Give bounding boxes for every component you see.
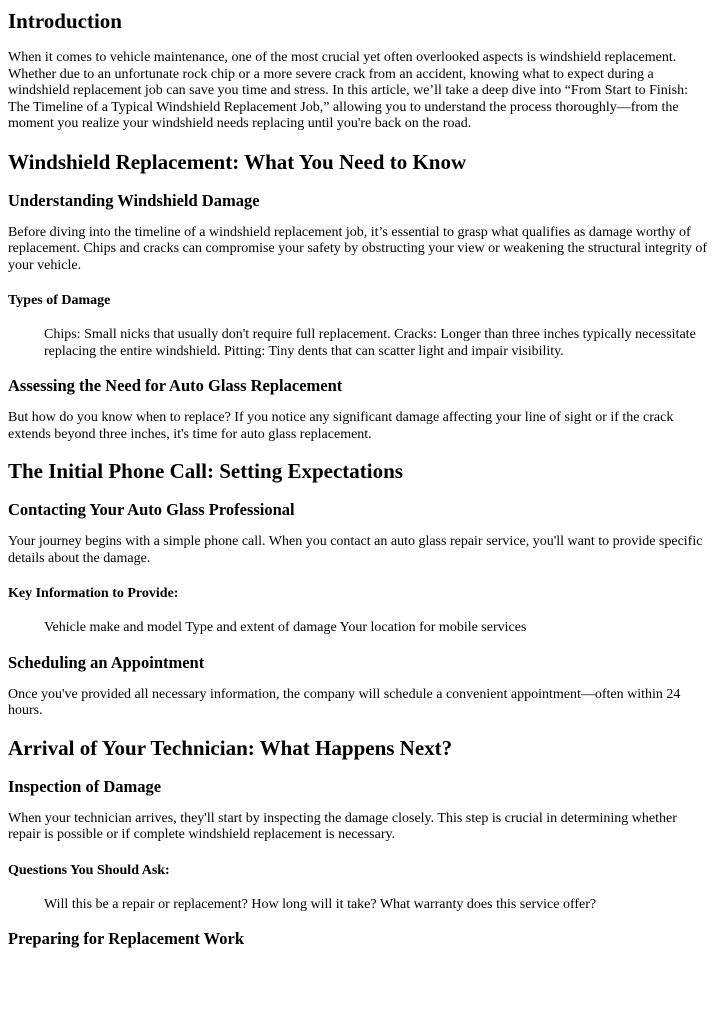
arrival-heading: Arrival of Your Technician: What Happens Next?: [8, 735, 453, 760]
types-of-damage-quote: Chips: Small nicks that usually don't require full replacement. Cracks: Longer than three inches typically necessitate replacing the entire windshield. Pitting: Tiny dents that can scatter light and impair visibility.: [44, 327, 696, 359]
inspection-paragraph: When your technician arrives, they'll start by inspecting the damage closely. This step is crucial in determining whether repair is possible or if complete windshield replacement is necessary.: [8, 810, 677, 842]
types-of-damage-heading: Types of Damage: [8, 293, 111, 308]
key-information-quote: Vehicle make and model Type and extent of damage Your location for mobile services: [44, 620, 527, 635]
key-information-heading: Key Information to Provide:: [8, 586, 179, 601]
contacting-professional-heading: Contacting Your Auto Glass Professional: [8, 500, 295, 519]
questions-quote: Will this be a repair or replacement? How long will it take? What warranty does this service offer?: [44, 896, 597, 912]
understanding-damage-heading: Understanding Windshield Damage: [8, 190, 260, 210]
scheduling-paragraph: Once you've provided all necessary information, the company will schedule a convenient appointment—often within 24 hours.: [8, 686, 681, 718]
scheduling-heading: Scheduling an Appointment: [8, 652, 205, 672]
article: [0, 8, 720, 949]
intro-heading: Introduction: [8, 9, 122, 33]
phone-call-heading: The Initial Phone Call: Setting Expectations: [8, 459, 403, 483]
understanding-damage-paragraph: Before diving into the timeline of a windshield replacement job, it’s essential to grasp what qualifies as damage worthy of replacement. Chips and cracks can compromise your safety by obstructing your view or weakening the structural integrity of your vehicle.: [8, 224, 708, 273]
contacting-professional-paragraph: Your journey begins with a simple phone call. When you contact an auto glass repair service, you'll want to provide specific details about the damage.: [8, 534, 703, 566]
need-to-know-heading: Windshield Replacement: What You Need to Know: [8, 149, 467, 174]
intro-paragraph: When it comes to vehicle maintenance, one of the most crucial yet often overlooked aspects is windshield replacement. Whether due to an unfortunate rock chip or a more severe crack from an accident, knowing what to expect during a windshield replacement job can save you time and stress. In this article, we’ll take a deep dive into “From Start to Finish: The Timeline of a Typical Windshield Replacement Job,” allowing you to understand the process thoroughly—from the moment you realize your windshield needs replacing until you're back on the road.: [8, 50, 688, 131]
assessing-need-heading: Assessing the Need for Auto Glass Replacement: [8, 376, 343, 395]
inspection-heading: Inspection of Damage: [8, 776, 162, 796]
preparing-heading: Preparing for Replacement Work: [8, 929, 245, 948]
assessing-need-paragraph: But how do you know when to replace? If you notice any significant damage affecting your line of sight or if the crack extends beyond three inches, it's time for auto glass replacement.: [8, 410, 674, 442]
questions-heading: Questions You Should Ask:: [8, 862, 170, 878]
